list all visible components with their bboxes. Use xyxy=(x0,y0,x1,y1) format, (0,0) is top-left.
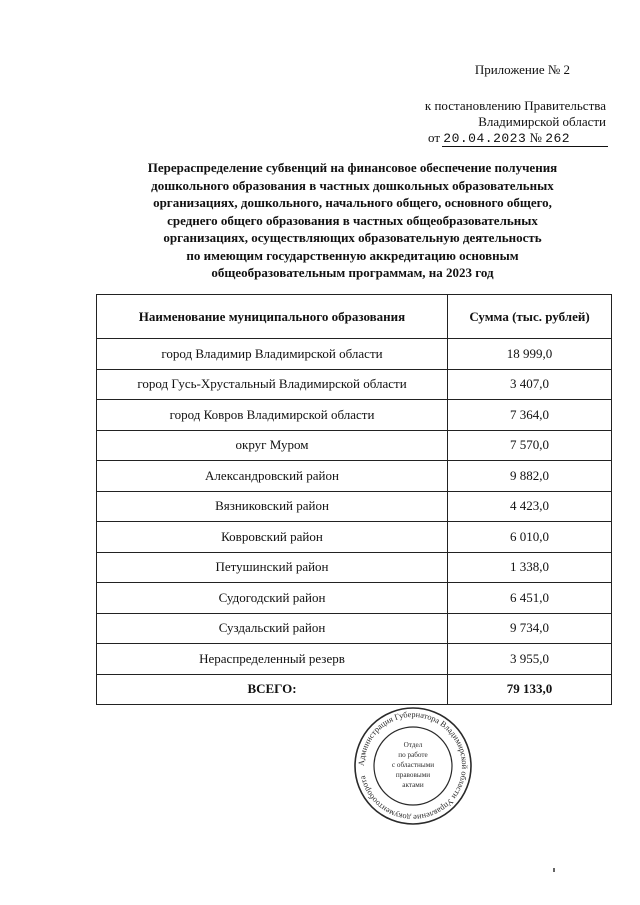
amount-cell: 18 999,0 xyxy=(448,339,612,370)
total-label: ВСЕГО: xyxy=(97,674,448,705)
title-line: организациях, осуществляющих образовательную деятельность xyxy=(163,230,542,245)
table-row xyxy=(97,583,612,614)
municipality-cell: округ Муром xyxy=(97,430,448,461)
municipality-cell: Ковровский район xyxy=(97,522,448,553)
municipality-cell: Нераспределенный резерв xyxy=(97,644,448,675)
seal-center-line: актами xyxy=(402,781,424,789)
total-amount: 79 133,0 xyxy=(448,674,612,705)
resolution-line-1: к постановлению Правительства xyxy=(424,98,606,113)
document-title xyxy=(85,159,620,282)
amount-cell: 7 570,0 xyxy=(448,430,612,461)
title-line: дошкольного образования в частных дошкольных образовательных xyxy=(151,177,554,193)
municipality-cell: Петушинский район xyxy=(97,552,448,583)
municipality-cell: город Гусь-Хрустальный Владимирской области xyxy=(97,369,448,400)
number-sign: № xyxy=(529,130,542,145)
seal-center-line: с областными xyxy=(391,761,435,769)
title-line: Перераспределение субвенций на финансовое обеспечение получения xyxy=(147,160,558,175)
table-row xyxy=(97,613,612,644)
amount-cell: 1 338,0 xyxy=(448,552,612,583)
seal-center-line: по работе xyxy=(398,751,428,759)
table-row xyxy=(97,491,612,522)
municipality-cell: Судогодский район xyxy=(97,583,448,614)
resolution-reference xyxy=(400,98,606,130)
municipality-cell: Суздальский район xyxy=(97,613,448,644)
title-line: по имеющим государственную аккредитацию основным xyxy=(186,247,519,263)
resolution-line-2: Владимирской области xyxy=(478,114,606,129)
amount-cell: 7 364,0 xyxy=(448,400,612,431)
amount-cell: 9 734,0 xyxy=(448,613,612,644)
resolution-number: 262 xyxy=(545,131,571,146)
column-header-amount: Сумма (тыс. рублей) xyxy=(448,295,612,339)
resolution-date: 20.04.2023 xyxy=(443,131,527,146)
municipality-cell: город Ковров Владимирской области xyxy=(97,400,448,431)
round-seal-stamp xyxy=(352,705,474,827)
title-line: организациях, дошкольного, начального общего, основного общего, xyxy=(153,195,552,210)
amount-cell: 3 955,0 xyxy=(448,644,612,675)
amount-cell: 3 407,0 xyxy=(448,369,612,400)
date-prefix: от xyxy=(428,130,441,145)
municipality-cell: Вязниковский район xyxy=(97,491,448,522)
table-total-row xyxy=(97,674,612,705)
column-header-municipality: Наименование муниципального образования xyxy=(97,295,448,339)
table-row xyxy=(97,400,612,431)
table-row xyxy=(97,552,612,583)
title-line: общеобразовательным программам, на 2023 год xyxy=(211,265,494,280)
seal-ring-text: Администрация Губернатора Владимирской области Управление документооборота xyxy=(356,709,470,823)
table-row xyxy=(97,339,612,370)
table-row xyxy=(97,522,612,553)
table-row xyxy=(97,430,612,461)
amount-cell: 4 423,0 xyxy=(448,491,612,522)
table-row xyxy=(97,369,612,400)
table-header-row xyxy=(97,295,612,339)
table-row xyxy=(97,644,612,675)
amount-cell: 6 010,0 xyxy=(448,522,612,553)
table-row xyxy=(97,461,612,492)
municipality-cell: город Владимир Владимирской области xyxy=(97,339,448,370)
municipality-cell: Александровский район xyxy=(97,461,448,492)
seal-center-line: правовыми xyxy=(395,771,431,779)
scan-speck xyxy=(553,868,555,872)
resolution-date-number xyxy=(428,130,608,146)
amount-cell: 6 451,0 xyxy=(448,583,612,614)
subsidy-table xyxy=(96,294,612,705)
date-underline xyxy=(442,146,608,147)
title-line: среднего общего образования в частных общеобразовательных xyxy=(167,212,538,228)
amount-cell: 9 882,0 xyxy=(448,461,612,492)
seal-center-line: Отдел xyxy=(403,741,423,749)
appendix-label: Приложение № 2 xyxy=(474,62,570,77)
